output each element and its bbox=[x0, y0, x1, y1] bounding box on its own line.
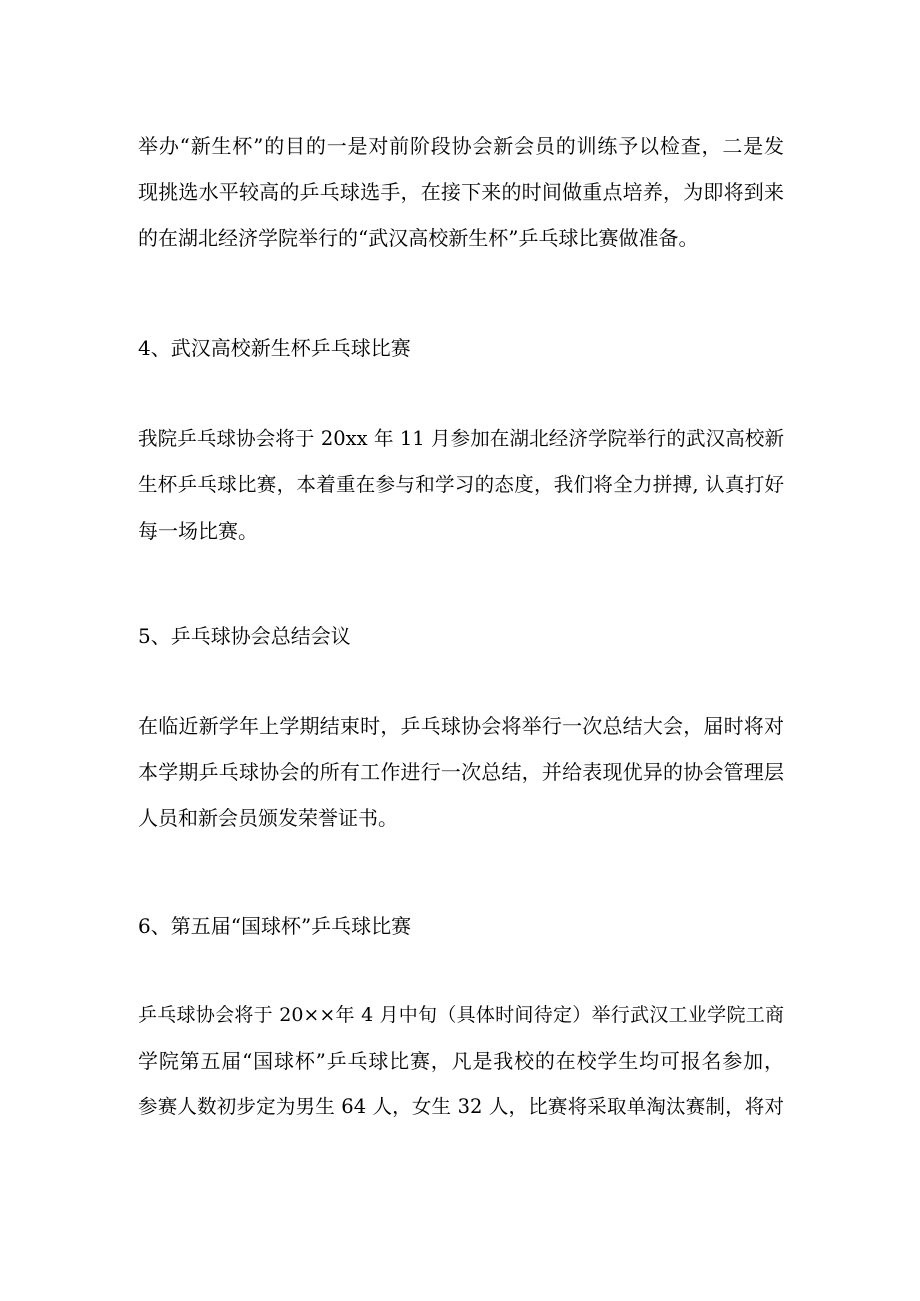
paragraph-wuhan-competition bbox=[138, 416, 784, 554]
section-heading-5: 5、乒乓球协会总结会议 bbox=[138, 624, 351, 648]
paragraph-line: 生杯乒乓球比赛，本着重在参与和学习的态度，我们将全力拼搏, 认真打好 bbox=[138, 473, 784, 496]
paragraph-line: 人员和新会员颁发荣誉证书。 bbox=[138, 806, 398, 830]
paragraph-xinshengbei-purpose bbox=[138, 123, 784, 261]
section-heading-6: 6、第五届“国球杯”乒乓球比赛 bbox=[138, 914, 412, 938]
paragraph-line: 现挑选水平较高的乒乓球选手，在接下来的时间做重点培养，为即将到来 bbox=[138, 180, 784, 204]
paragraph-line: 参赛人数初步定为男生 64 人，女生 32 人，比赛将采取单淘汰赛制，将对 bbox=[138, 1095, 784, 1118]
paragraph-line: 每一场比赛。 bbox=[138, 519, 258, 543]
paragraph-line: 乒乓球协会将于 20××年 4 月中旬（具体时间待定）举行武汉工业学院工商 bbox=[138, 1004, 784, 1026]
section-heading-4: 4、武汉高校新生杯乒乓球比赛 bbox=[138, 336, 411, 360]
paragraph-line: 的在湖北经济学院举行的“武汉高校新生杯”乒乓球比赛做准备。 bbox=[138, 226, 699, 250]
paragraph-line: 学院第五届“国球杯”乒乓球比赛，凡是我校的在校学生均可报名参加， bbox=[138, 1049, 784, 1073]
paragraph-guoqiubei bbox=[138, 992, 784, 1130]
paragraph-summary-meeting bbox=[138, 703, 784, 841]
paragraph-line: 我院乒乓球协会将于 20xx 年 11 月参加在湖北经济学院举行的武汉高校新 bbox=[138, 427, 784, 450]
paragraph-line: 举办“新生杯”的目的一是对前阶段协会新会员的训练予以检查，二是发 bbox=[138, 134, 784, 158]
paragraph-line: 在临近新学年上学期结束时，乒乓球协会将举行一次总结大会，届时将对 bbox=[138, 714, 784, 738]
paragraph-line: 本学期乒乓球协会的所有工作进行一次总结，并给表现优异的协会管理层 bbox=[138, 760, 784, 784]
